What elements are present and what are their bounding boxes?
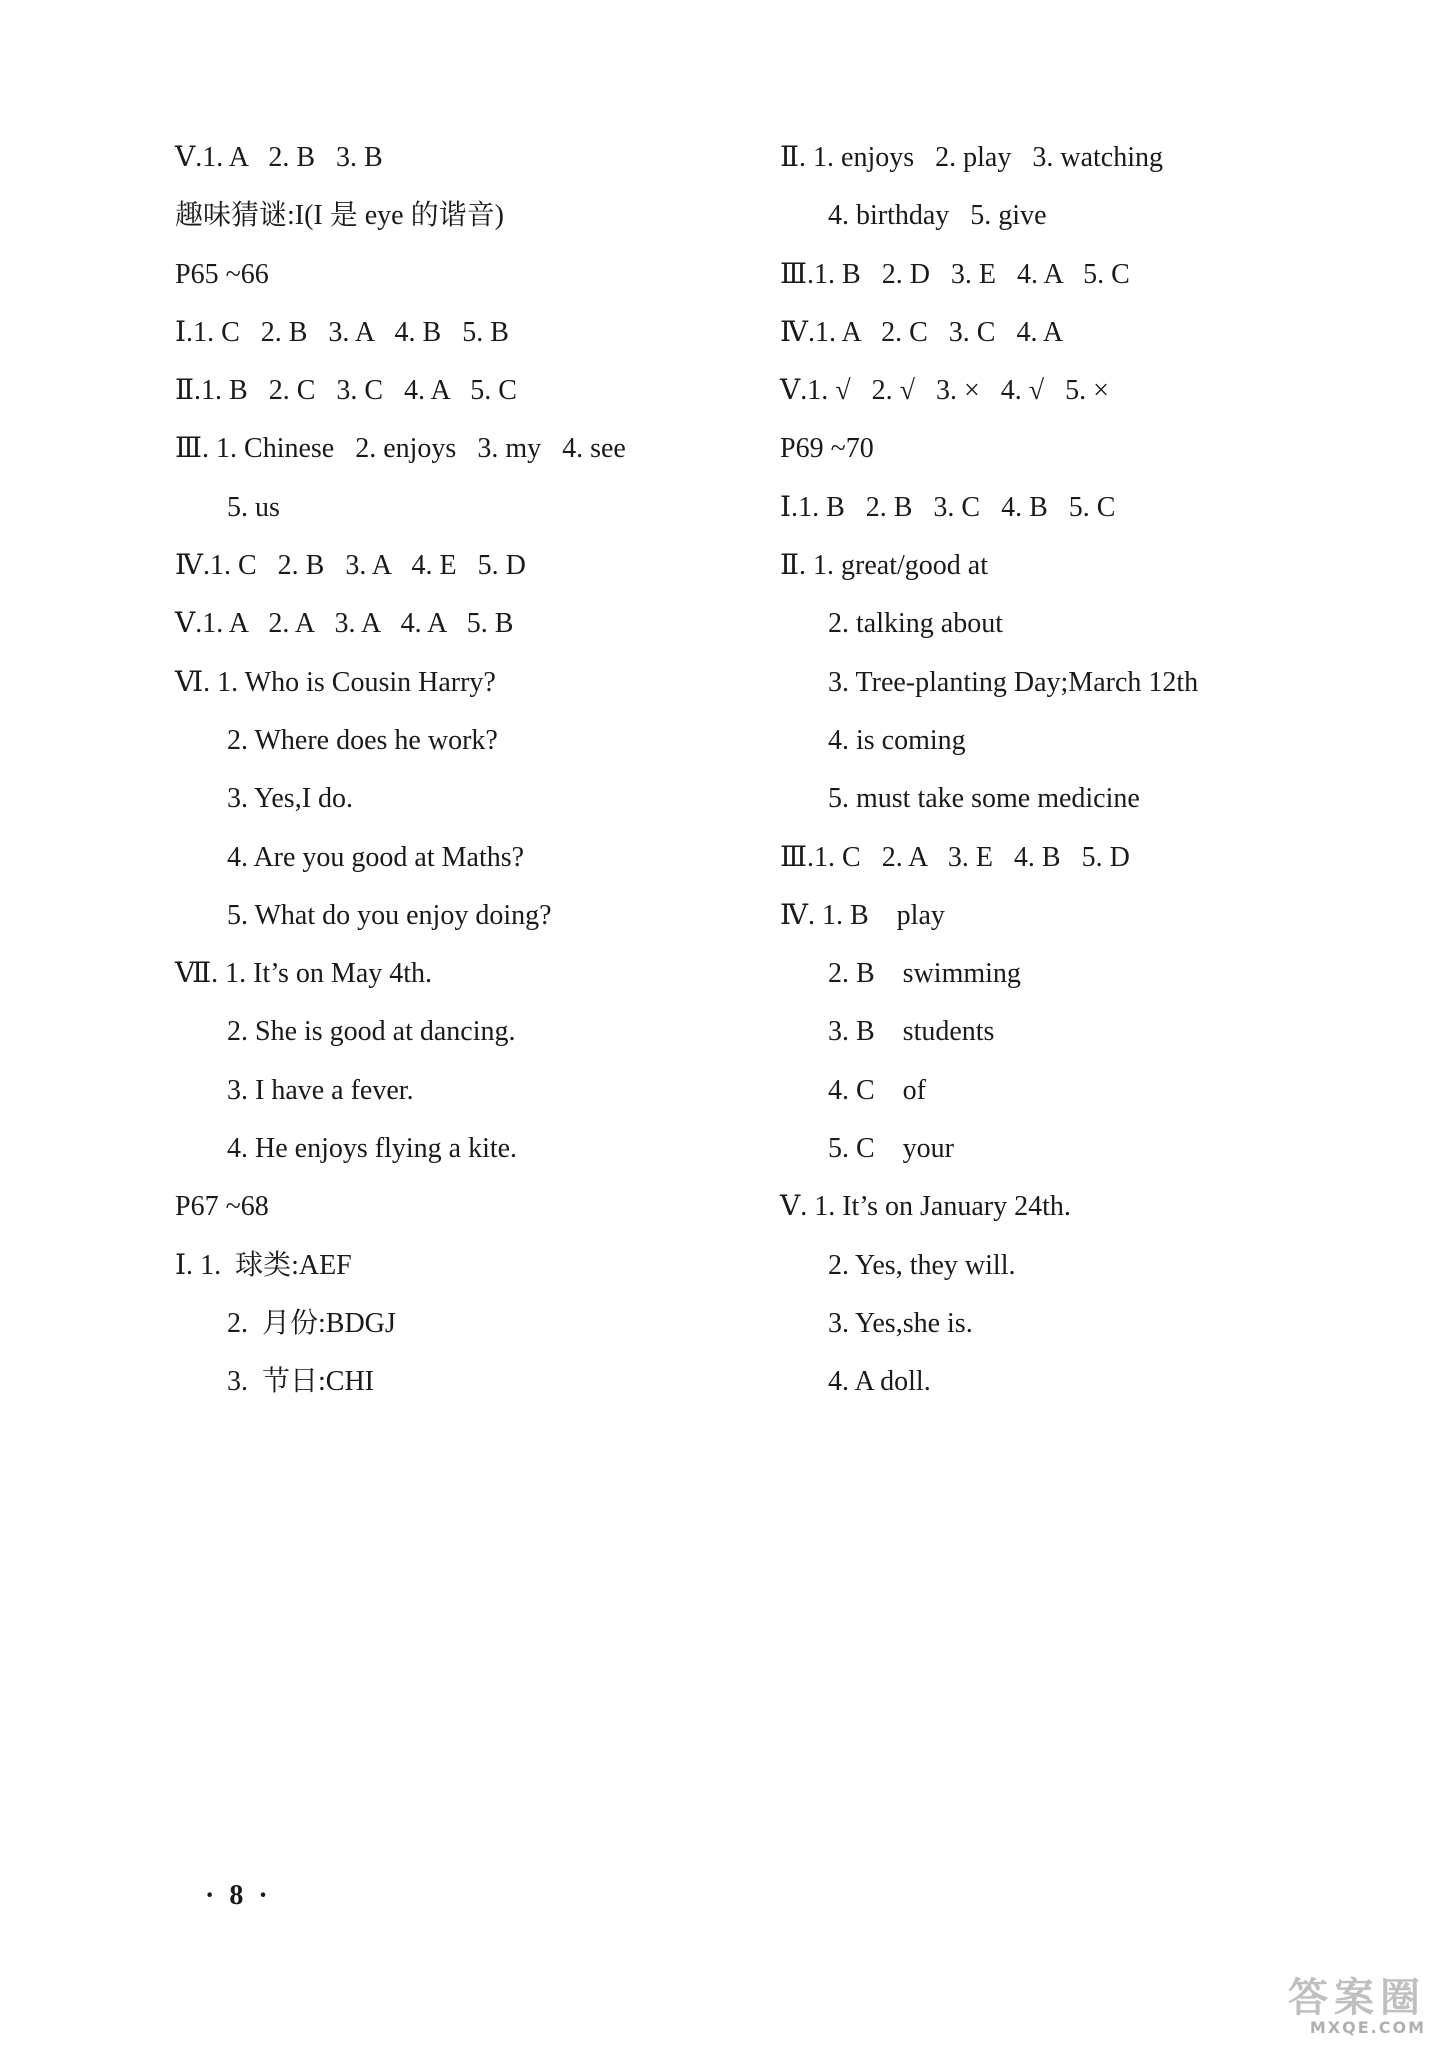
section-numeral: Ⅴ. bbox=[175, 608, 203, 640]
answer-line bbox=[780, 315, 1340, 373]
answer-line bbox=[175, 1306, 735, 1364]
answer-line bbox=[175, 315, 735, 373]
answer-line bbox=[175, 956, 735, 1014]
answer-line bbox=[175, 257, 735, 315]
answer-line bbox=[780, 1248, 1340, 1306]
answer-text: 3. I have a fever. bbox=[227, 1074, 414, 1106]
answer-line bbox=[175, 665, 735, 723]
answer-line bbox=[780, 1073, 1340, 1131]
answer-line bbox=[780, 198, 1340, 256]
answer-line bbox=[175, 1189, 735, 1247]
answer-text: 1. C 2. B 3. A 4. B 5. B bbox=[193, 316, 509, 348]
answer-line bbox=[175, 781, 735, 839]
section-numeral: Ⅳ. bbox=[780, 899, 815, 931]
answer-text: P65 ~66 bbox=[175, 258, 269, 290]
answer-text: 4. He enjoys flying a kite. bbox=[227, 1133, 518, 1165]
answer-line bbox=[780, 956, 1340, 1014]
answer-text: 4. birthday 5. give bbox=[828, 200, 1047, 232]
answer-text: 5. What do you enjoy doing? bbox=[227, 899, 552, 931]
answer-text: 1. B 2. B 3. C 4. B 5. C bbox=[798, 491, 1116, 523]
watermark-url: MXQE.COM bbox=[1309, 2018, 1426, 2037]
answer-line bbox=[780, 140, 1340, 198]
answer-line bbox=[780, 781, 1340, 839]
answer-text: 1. B play bbox=[814, 899, 945, 931]
answer-text: 5. must take some medicine bbox=[828, 783, 1140, 815]
watermark-logo bbox=[1156, 1977, 1426, 2039]
answer-line bbox=[175, 373, 735, 431]
section-numeral: Ⅳ. bbox=[780, 316, 815, 348]
answer-line bbox=[175, 1131, 735, 1189]
answer-text: 2. talking about bbox=[828, 608, 1003, 640]
answer-line bbox=[780, 1014, 1340, 1072]
page-number: · 8 · bbox=[205, 1880, 272, 1911]
answer-line bbox=[175, 1248, 735, 1306]
answer-line bbox=[175, 1073, 735, 1131]
section-numeral: Ⅱ. bbox=[780, 550, 807, 582]
answer-text: 4. A doll. bbox=[828, 1366, 931, 1398]
answer-line bbox=[175, 840, 735, 898]
answer-line bbox=[175, 1014, 735, 1072]
section-numeral: Ⅳ. bbox=[175, 550, 210, 582]
answer-line bbox=[780, 665, 1340, 723]
answer-line bbox=[175, 140, 735, 198]
answer-text: 2. B swimming bbox=[828, 958, 1021, 990]
answer-text: 1. It’s on May 4th. bbox=[218, 958, 433, 990]
answer-line bbox=[175, 431, 735, 489]
answer-line bbox=[175, 898, 735, 956]
answer-text: 1. It’s on January 24th. bbox=[807, 1191, 1071, 1223]
answer-line bbox=[780, 257, 1340, 315]
answer-text: 5. C your bbox=[828, 1133, 954, 1165]
answer-text: 1. A 2. B 3. B bbox=[202, 142, 383, 173]
section-numeral: Ⅴ. bbox=[780, 1191, 808, 1223]
answer-text: 4. Are you good at Maths? bbox=[227, 841, 525, 873]
answer-text: 2. Where does he work? bbox=[227, 724, 498, 756]
answer-line bbox=[780, 1364, 1340, 1422]
answer-line bbox=[780, 548, 1340, 606]
answer-line bbox=[175, 548, 735, 606]
answer-line bbox=[175, 723, 735, 781]
answer-text: 1. A 2. C 3. C 4. A bbox=[814, 316, 1064, 348]
answer-text: 3. Yes,I do. bbox=[227, 783, 354, 815]
answer-text: 1. C 2. A 3. E 4. B 5. D bbox=[814, 841, 1130, 873]
answer-text: 5. us bbox=[227, 491, 280, 523]
answer-text: 1. A 2. A 3. A 4. A 5. B bbox=[202, 608, 514, 640]
answer-text: 4. C of bbox=[828, 1074, 926, 1106]
answer-text: 1. Chinese 2. enjoys 3. my 4. see bbox=[209, 433, 626, 465]
answer-text: P69 ~70 bbox=[780, 433, 874, 465]
answer-text: 1. C 2. B 3. A 4. E 5. D bbox=[209, 550, 526, 582]
answer-text: 1. great/good at bbox=[806, 550, 988, 582]
answer-text: 1. 球类:AEF bbox=[193, 1249, 352, 1281]
answer-line bbox=[780, 723, 1340, 781]
answer-line bbox=[780, 1189, 1340, 1247]
section-numeral: Ⅰ. bbox=[175, 1249, 194, 1281]
answer-line bbox=[175, 1364, 735, 1422]
section-numeral: Ⅱ. bbox=[780, 142, 807, 173]
section-numeral: Ⅲ. bbox=[175, 433, 210, 465]
answer-line bbox=[175, 490, 735, 548]
answer-text: 4. is coming bbox=[828, 724, 966, 756]
answer-line bbox=[780, 373, 1340, 431]
answer-line bbox=[780, 490, 1340, 548]
section-numeral: Ⅴ. bbox=[175, 142, 203, 173]
answer-text: 1. Who is Cousin Harry? bbox=[210, 666, 496, 698]
left-answer-column bbox=[175, 140, 735, 1423]
answer-text: 3. Yes,she is. bbox=[828, 1307, 973, 1339]
section-numeral: Ⅶ. bbox=[175, 958, 219, 990]
answer-line bbox=[780, 431, 1340, 489]
answer-text: 2. She is good at dancing. bbox=[227, 1016, 516, 1048]
answer-text: 1. enjoys 2. play 3. watching bbox=[806, 142, 1163, 173]
answer-text: 2. Yes, they will. bbox=[828, 1249, 1016, 1281]
answer-text: 1. B 2. C 3. C 4. A 5. C bbox=[201, 375, 517, 407]
answer-line bbox=[780, 1306, 1340, 1364]
answer-line bbox=[780, 840, 1340, 898]
answer-text: 2. 月份:BDGJ bbox=[227, 1307, 396, 1339]
answer-line bbox=[780, 606, 1340, 664]
answer-text: P67 ~68 bbox=[175, 1191, 269, 1223]
answer-text: 3. 节日:CHI bbox=[227, 1366, 375, 1398]
answer-line bbox=[175, 606, 735, 664]
section-numeral: Ⅵ. bbox=[175, 666, 211, 698]
section-numeral: Ⅴ. bbox=[780, 375, 808, 407]
section-numeral: Ⅲ. bbox=[780, 258, 815, 290]
section-numeral: Ⅰ. bbox=[175, 316, 194, 348]
answer-text: 1. B 2. D 3. E 4. A 5. C bbox=[814, 258, 1130, 290]
answer-line bbox=[780, 1131, 1340, 1189]
section-numeral: Ⅲ. bbox=[780, 841, 815, 873]
watermark-text: 答案圈 bbox=[1288, 1975, 1426, 2021]
section-numeral: Ⅱ. bbox=[175, 375, 202, 407]
answer-text: 趣味猜谜:I(I 是 eye 的谐音) bbox=[175, 200, 504, 232]
answer-line bbox=[175, 198, 735, 256]
section-numeral: Ⅰ. bbox=[780, 491, 799, 523]
answer-text: 1. √ 2. √ 3. × 4. √ 5. × bbox=[807, 375, 1109, 407]
answer-line bbox=[780, 898, 1340, 956]
right-answer-column bbox=[780, 140, 1340, 1423]
answer-text: 3. B students bbox=[828, 1016, 995, 1048]
answer-text: 3. Tree-planting Day;March 12th bbox=[828, 666, 1199, 698]
